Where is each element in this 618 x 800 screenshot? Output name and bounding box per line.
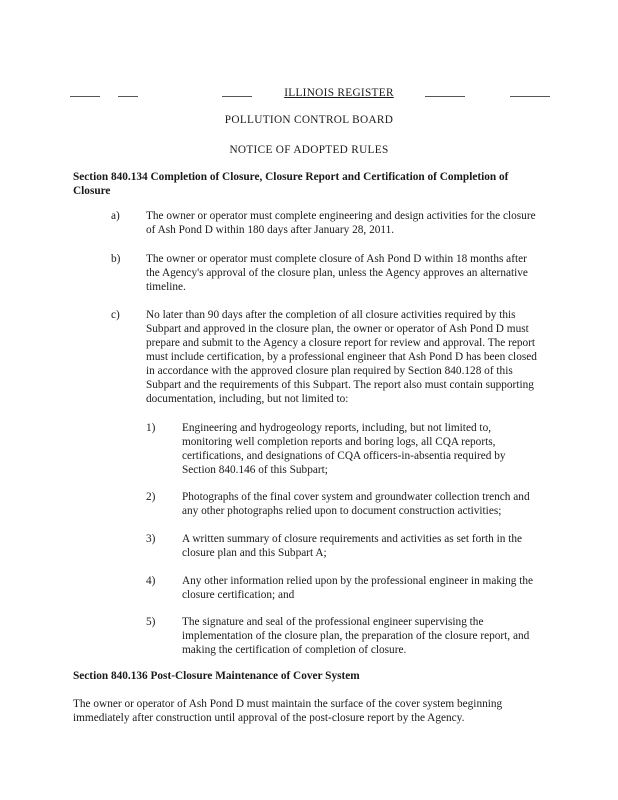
- subitem-4-text: Any other information relied upon by the professional engineer in making the closure certification; and: [182, 575, 534, 601]
- subitem-1-marker: 1): [146, 422, 156, 434]
- header-rule: [222, 96, 252, 97]
- subitem-5-marker: 5): [146, 616, 156, 628]
- subitem-3-marker: 3): [146, 533, 156, 545]
- item-b-marker: b): [111, 253, 121, 265]
- board-title: POLLUTION CONTROL BOARD: [224, 114, 394, 126]
- section-136-title: Section 840.136 Post-Closure Maintenance of Cover System: [73, 670, 360, 682]
- header-rule: [425, 96, 465, 97]
- item-c-text: No later than 90 days after the completion of all closure activities required by this Subpart and approved in the closure plan, the owner or operator of Ash Pond D must prepare and submit to the Agency a closure report for review and approval. The report must include certification, by a professional engineer that Ash Pond D has been closed in accordance with the approved closure plan required by Section 840.128 of this Subpart and the requirements of this Subpart. The report also must contain supporting documentation, including, but not limited to:: [146, 309, 537, 405]
- register-header-row: [70, 86, 550, 102]
- subitem-4-marker: 4): [146, 575, 156, 587]
- header-rule: [510, 96, 550, 97]
- subitem-5-text: The signature and seal of the professional engineer supervising the implementation of the closure plan, the preparation of the closure report, and making the certification of completion of closure.: [182, 616, 530, 656]
- subitem-1-text: Engineering and hydrogeology reports, including, but not limited to, monitoring well completion reports and boring logs, all CQA reports, certifications, and designations of CQA officers-in-absentia required by Section 840.146 of this Subpart;: [182, 422, 506, 476]
- header-rule: [70, 96, 100, 97]
- notice-title: NOTICE OF ADOPTED RULES: [229, 144, 389, 156]
- subitem-2-text: Photographs of the final cover system and groundwater collection trench and any other photographs relied upon to document construction activities;: [182, 491, 530, 517]
- section-134-title: Section 840.134 Completion of Closure, Closure Report and Certification of Completion of Closure: [73, 171, 509, 197]
- subitem-2-marker: 2): [146, 491, 156, 503]
- item-c-marker: c): [111, 309, 120, 321]
- item-b-text: The owner or operator must complete closure of Ash Pond D within 18 months after the Agency's approval of the closure plan, unless the Agency approves an alternative timeline.: [146, 253, 528, 293]
- item-a-marker: a): [111, 210, 120, 222]
- header-rule: [118, 96, 138, 97]
- register-title: ILLINOIS REGISTER: [284, 87, 394, 99]
- section-136-body: The owner or operator of Ash Pond D must maintain the surface of the cover system beginning immediately after construction until approval of the post-closure report by the Agency.: [73, 698, 503, 724]
- subitem-3-text: A written summary of closure requirements and activities as set forth in the closure plan and this Subpart A;: [182, 533, 523, 559]
- item-a-text: The owner or operator must complete engineering and design activities for the closure of Ash Pond D within 180 days after January 28, 2011.: [146, 210, 536, 236]
